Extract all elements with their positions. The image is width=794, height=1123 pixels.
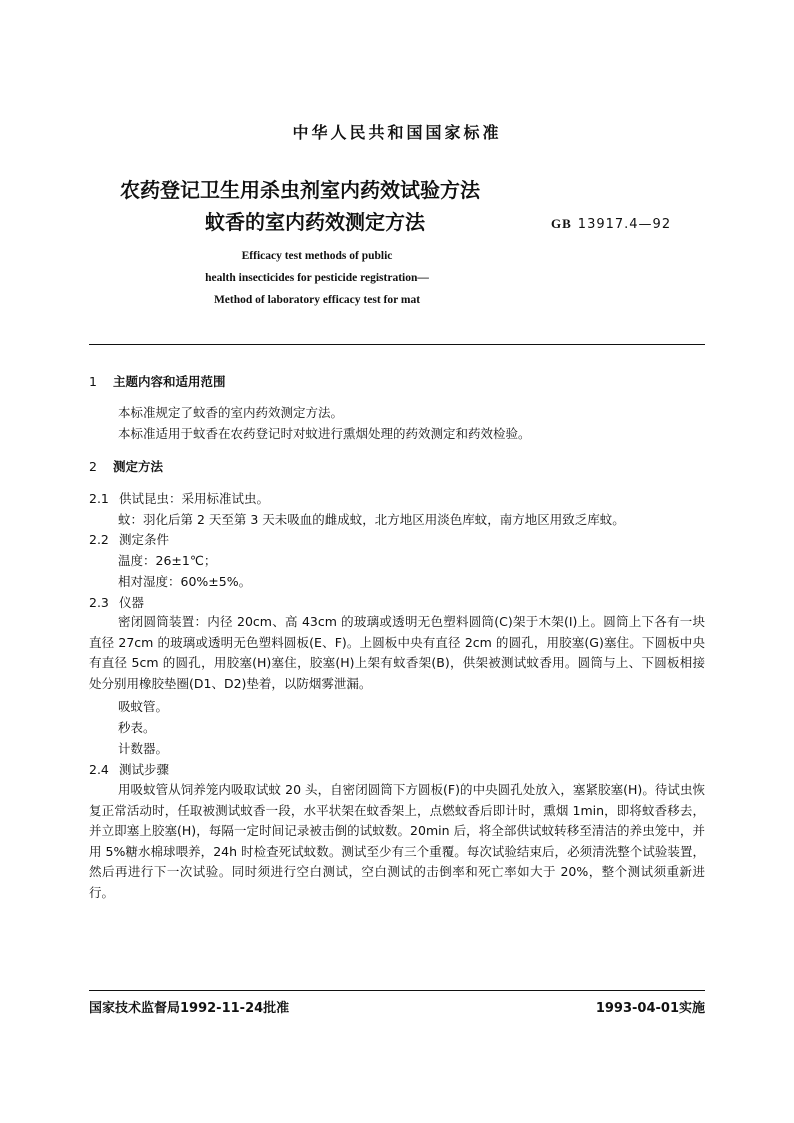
english-title-line2: health insecticides for pesticide registration—: [205, 272, 429, 284]
issuing-organization: 中华人民共和国国家标准: [292, 123, 502, 142]
document-title-line1: 农药登记卫生用杀虫剂室内药效试验方法: [120, 178, 480, 202]
subsection-2-1: [89, 489, 269, 507]
approval-date: 国家技术监督局1992-11-24批准: [89, 1001, 290, 1016]
subsection-title: 测试步骤: [119, 762, 170, 777]
temperature-condition: 温度：26±1℃；: [118, 553, 217, 568]
header-divider: [89, 344, 705, 345]
subsection-title: 测定条件: [119, 532, 170, 547]
subsection-number: 2.2: [89, 532, 109, 547]
apparatus-description: 密闭圆筒装置：内径 20cm、高 43cm 的玻璃或透明无色塑料圆筒(C)架于木架(I)上。圆筒上下各有一块直径 27cm 的玻璃或透明无色塑料圆板(E、F)。上圆板中央有直径 2cm 的圆孔，用胶塞(G)塞住。下圆板中央有直径 5cm 的圆孔，用胶塞(H)塞住，胶塞(H)上架有蚊香架(B)，供架被测试蚊香用。圆筒与上、下圆板相接处分别用橡胶垫圈(D1、D2)垫着，以防烟雾泄漏。: [89, 614, 705, 691]
section-title: 测定方法: [113, 459, 164, 474]
standard-code: 13917.4—92: [577, 217, 672, 232]
english-title-line3: Method of laboratory efficacy test for mat: [213, 294, 421, 306]
subsection-number: 2.4: [89, 762, 109, 777]
footer-divider: [89, 990, 705, 991]
subsection-number: 2.1: [89, 491, 109, 506]
humidity-condition: 相对湿度：60%±5%。: [118, 574, 252, 589]
section-2-heading: [89, 457, 163, 475]
section-title: 主题内容和适用范围: [113, 374, 226, 389]
test-procedure: 用吸蚊管从饲养笼内吸取试蚊 20 头，自密闭圆筒下方圆板(F)的中央圆孔处放入，塞紧胶塞(H)。待试虫恢复正常活动时，任取被测试蚊香一段，水平状架在蚊香架上，点燃蚊香后即计时，熏烟 1min，即将蚊香移去，并立即塞上胶塞(H)，每隔一定时间记录被击倒的试蚊数。20min 后，将全部供试蚊转移至清洁的养虫笼中，并用 5%糖水棉球喂养，24h 时检查死试蚊数。测试至少有三个重覆。每次试验结束后，必须清洗整个试验装置，然后再进行下一次试验。同时须进行空白测试，空白测试的击倒率和死亡率如大于 20%，整个测试须重新进行。: [89, 782, 705, 900]
section-number: 2: [89, 459, 97, 474]
apparatus-item-counter: 计数器。: [118, 741, 169, 756]
section-1-heading: [89, 372, 226, 390]
effective-date: 1993-04-01实施: [595, 1001, 705, 1016]
section-1-paragraph-2: 本标准适用于蚊香在农药登记时对蚊进行熏烟处理的药效测定和药效检验。: [118, 426, 531, 441]
apparatus-item-aspirator: 吸蚊管。: [118, 699, 169, 714]
subsection-title: 仪器: [119, 595, 145, 610]
document-title-line2: 蚊香的室内药效测定方法: [205, 210, 425, 234]
subsection-2-1-text: 蚊：羽化后第 2 天至第 3 天未吸血的雌成蚊，北方地区用淡色库蚊，南方地区用致乏库蚊。: [118, 512, 625, 527]
apparatus-item-stopwatch: 秒表。: [118, 720, 156, 735]
subsection-2-2: [89, 530, 169, 548]
subsection-number: 2.3: [89, 595, 109, 610]
standard-prefix: GB: [551, 216, 572, 231]
subsection-title: 供试昆虫：采用标准试虫。: [119, 491, 270, 506]
subsection-2-4: [89, 760, 169, 778]
section-number: 1: [89, 374, 97, 389]
english-title-line1: Efficacy test methods of public: [241, 250, 393, 262]
standard-number: [551, 216, 671, 232]
section-1-paragraph-1: 本标准规定了蚊香的室内药效测定方法。: [118, 405, 344, 420]
subsection-2-3: [89, 593, 144, 611]
